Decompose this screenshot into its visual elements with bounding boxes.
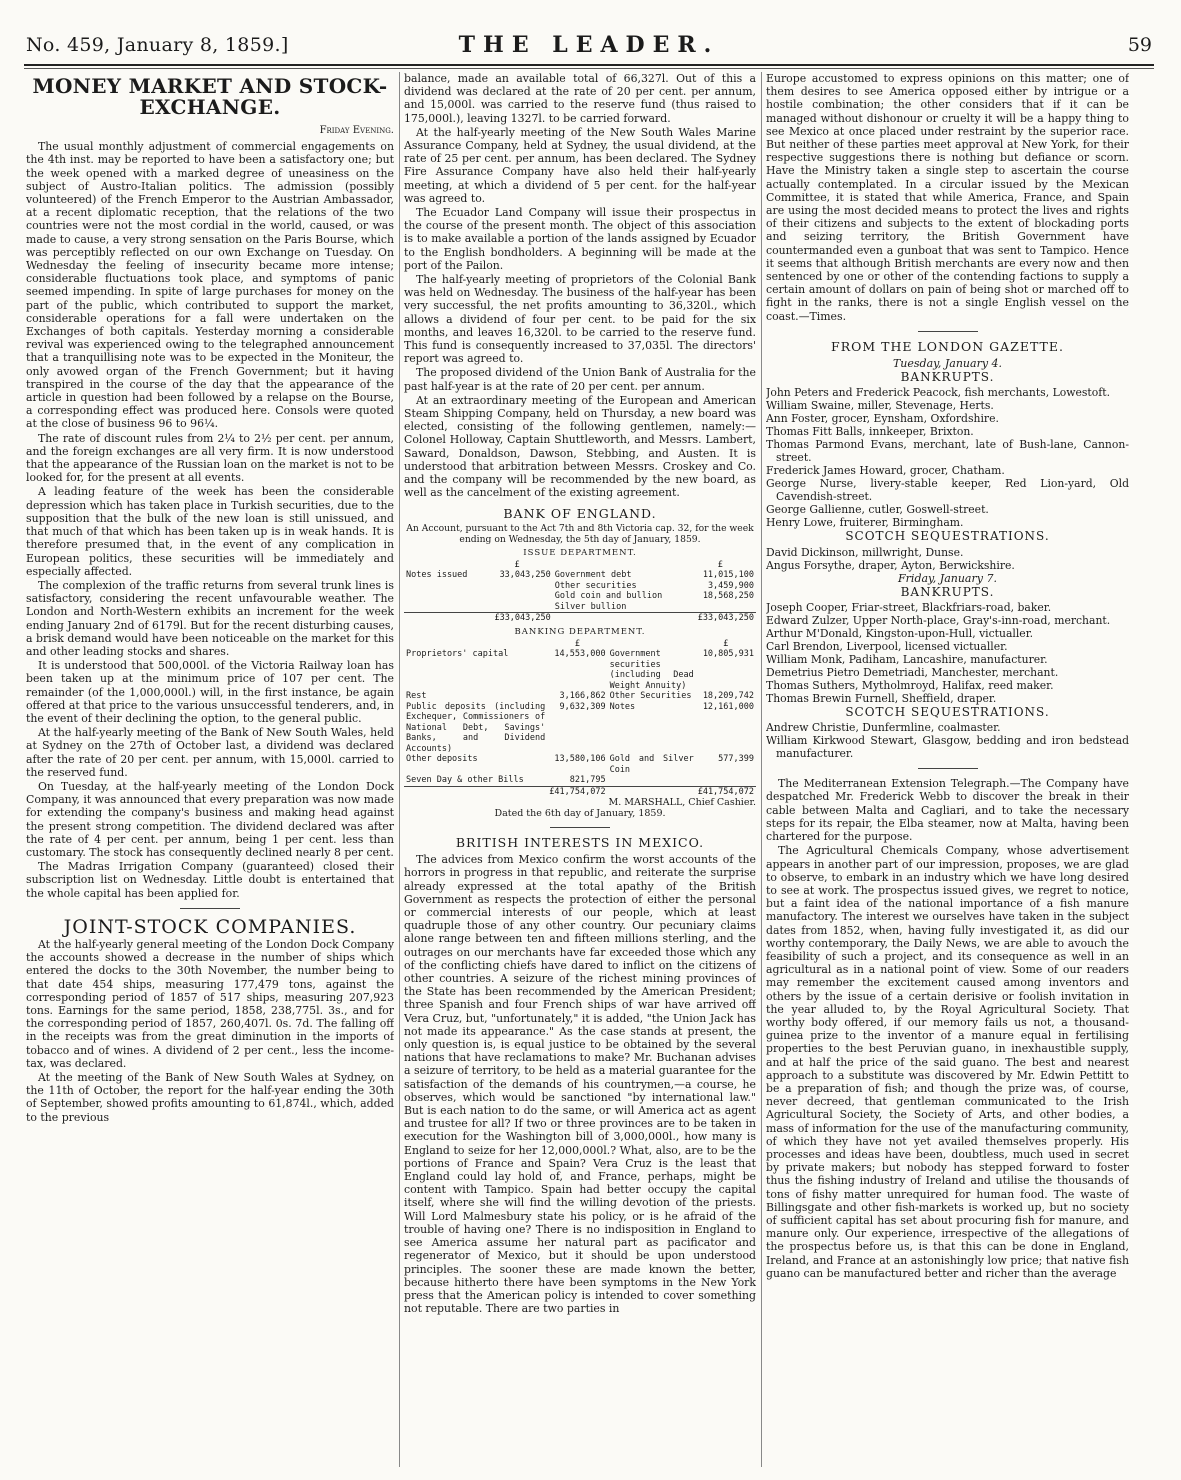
article-paragraph: The advices from Mexico confirm the worst accounts of the horrors in progress in that republic, and reiterate the surprise already expressed at the total apathy of the British Government as respects the protection of either the personal or commercial interests of our people, which at least quadruple those of any other country. Our pecuniary claims alone range between ten and fifteen millions sterling, and the outrages on our merchants have far exceeded those which any of the conflicting chiefs have dared to inflict on the citizens of other countries. A seizure of the richest mining provinces of the State has been recommended by the American President; three Spanish and four French ships of war have arrived off Vera Cruz, but, "unfortunately," it is added, "the Union Jack has not made its appearance." As the case stands at present, the only question is, is equal justice to be obtained by the several nations that have reclamations to make? Mr. Buchanan advises a seizure of territory, to be held as a material guarantee for the satisfaction of the demands of his countrymen,—a course, he observes, which would be sanctioned "by international law." But is each nation to do the same, or will America act as agent and trustee for all? If two or three provinces are to be taken in execution for the Washington bill of 3,000,000l., how many is England to seize for her 12,000,000l.? What, also, are to be the portions of France and Spain? Vera Cruz is the least that England could lay hold of, and France, perhaps, might be content with Tampico. Spain had better occupy the capital itself, where she will find the willing devotion of the priests. Will Lord Malmesbury state his policy, or is he afraid of the trouble of having one? There is no indisposition in England to see America assume her natural part as pacificator and regenerator of Mexico, but it should be upon understood principles. The sooner these are made known the better, because hitherto there have been symptoms in the New York press that the American policy is intended to cover something not reputable. There are two parties in: [404, 853, 756, 1316]
column-rule: [761, 72, 762, 1467]
list-item: Edward Zulzer, Upper North-place, Gray's-inn-road, merchant.: [766, 614, 1111, 628]
list-item: Angus Forsythe, draper, Ayton, Berwickshire.: [766, 558, 1015, 572]
issue-line: No. 459, January 8, 1859.]: [26, 34, 289, 56]
column-2: [404, 72, 756, 1472]
article-paragraph: The Mediterranean Extension Telegraph.—The Company have despatched Mr. Frederick Webb to discover the break in their cable between Malta and Cagliari, and to take the necessary steps for its repair, the Elba steamer, now at Malta, having been chartered for the purpose.: [766, 777, 1129, 844]
section-divider: [550, 827, 610, 828]
list-item: William Swaine, miller, Stevenage, Herts.: [766, 399, 994, 413]
article-paragraph: It is understood that 500,000l. of the Victoria Railway loan has been taken up at the minimum price of 107 per cent. The remainder (of the 1,000,000l.) will, in the first instance, be again offered at that price to the various unsuccessful tenderers, and, in the event of their declining the option, to the general public.: [26, 659, 394, 725]
section-divider: [918, 768, 978, 769]
article-paragraph: The complexion of the traffic returns from several trunk lines is satisfactory, considering the recent unfavourable weather. The London and North-Western exhibits an increment for the week ending January 2nd of 6179l. But for the recent disturbing causes, a brisk demand would have been noticeable on the market for this and other leading stocks and shares.: [26, 578, 394, 658]
list-item: George Nurse, livery-stable keeper, Red Lion-yard, Old Cavendish-street.: [766, 477, 1129, 504]
scotch-label: SCOTCH SEQUESTRATIONS.: [845, 705, 1050, 720]
list-item: Thomas Parmond Evans, merchant, late of Bush-lane, Cannon-street.: [766, 438, 1129, 465]
list-item: Arthur M'Donald, Kingston-upon-Hull, victualler.: [766, 627, 1034, 641]
masthead-rule: [24, 64, 1154, 66]
table-row: Seven Day & other Bills 821,795: [406, 775, 606, 785]
column-3: [766, 72, 1129, 1472]
table-row: Silver bullion: [554, 601, 627, 612]
table-row: Other deposits 13,580,106 Gold and Silver Coin 577,399: [406, 754, 754, 775]
cashier-signature: M. MARSHALL, Chief Cashier.: [608, 797, 756, 808]
masthead-rule-thin: [24, 68, 1154, 69]
list-item: Andrew Christie, Dunfermline, coalmaster.: [766, 721, 1001, 735]
dateline: Friday Evening.: [319, 125, 394, 136]
money-market-heading: MONEY MARKET AND STOCK-EXCHANGE.: [32, 74, 388, 119]
list-item: Carl Brendon, Liverpool, licensed victualler.: [766, 640, 1008, 654]
article-paragraph: The half-yearly meeting of proprietors of the Colonial Bank was held on Wednesday. The business of the half-year has been very successful, the net profits amounting to 36,320l., which allows a dividend of four per cent. to be paid for the six months, and leaves 16,320l. to be carried to the reserve fund. This fund is consequently increased to 37,035l. The directors' report was agreed to.: [404, 273, 756, 366]
gazette-heading: FROM THE LONDON GAZETTE.: [831, 338, 1064, 354]
bank-intro: An Account, pursuant to the Act 7th and 8th Victoria cap. 32, for the week ending on Wednesday, the 5th day of January, 1859.: [406, 522, 754, 545]
article-paragraph: balance, made an available total of 66,327l. Out of this a dividend was declared at the rate of 20 per cent. per annum, and 15,000l. was carried to the reserve fund (thus raised to 175,000l.), leaving 1327l. to be carried forward.: [404, 72, 756, 125]
list-item: George Gallienne, cutler, Goswell-street.: [766, 503, 989, 517]
list-item: Thomas Suthers, Mytholmroyd, Halifax, reed maker.: [766, 679, 1054, 693]
gazette-date: Friday, January 7.: [898, 571, 997, 585]
newspaper-title: THE LEADER.: [458, 32, 720, 58]
article-paragraph: Europe accustomed to express opinions on this matter; one of them desires to see America opposed either by intrigue or a hostile combination; the other considers that if it can be managed without dishonour or cruelty it will be a happy thing to see Mexico at once placed under restraint by the superior race. But neither of these parties meet approval at New York, for their respective suggestions there is nothing but defiance or scorn. Have the Ministry taken a single step to ascertain the course actually contemplated. In a circular issued by the Mexican Committee, it is stated that while America, France, and Spain are using the most decided means to protect the lives and rights of their citizens and subjects to the extent of blockading ports and seizing territory, the British Government have countermanded even a gunboat that was sent to Tampico. Hence it seems that although British merchants are every now and then sentenced by one or other of the contending factions to supply a certain amount of dollars on pain of being shot or marched off to fight in the ranks, there is not a single English vessel on the coast.—Times.: [766, 72, 1129, 323]
column-rule: [399, 72, 400, 1467]
list-item: Ann Foster, grocer, Eynsham, Oxfordshire.: [766, 412, 999, 426]
article-paragraph: The usual monthly adjustment of commercial engagements on the 4th inst. may be reported to have been a satisfactory one; but the week opened with a marked degree of uneasiness on the subject of Austro-Italian politics. The admission (possibly volunteered) of the French Emperor to the Austrian Ambassador, at a recent diplomatic reception, that the relations of the two countries were not the most cordial in the world, caused, or was made to cause, a very strong sensation on the Paris Bourse, which was perceptibly reflected on our own Exchange on Tuesday. On Wednesday the feeling of insecurity became more intense; considerable fluctuations took place, and symptoms of panic seemed impending. In spite of large purchases for money on the part of the public, which contributed to support the market, considerable operations for a fall were undertaken on the Exchanges of both capitals. Yesterday morning a considerable revival was experienced owing to the telegraphed announcement that a tranquillising note was to be expected in the Moniteur, the only avowed organ of the French Government; but it having transpired in the course of the day that the appearance of the article in question had been followed by a relapse on the Bourse, a corresponding effect was produced here. Consols were quoted at the close of business 96 to 96¼.: [26, 140, 394, 431]
article-paragraph: On Tuesday, at the half-yearly meeting of the London Dock Company, it was announced that every preparation was now made for extending the company's business and making head against the present strong competition. The dividend declared was after the rate of 4 per cent. per annum, being 1 per cent. less than customary. The stock has consequently declined nearly 8 per cent.: [26, 779, 394, 859]
list-item: David Dickinson, millwright, Dunse.: [766, 545, 964, 559]
bank-heading: BANK OF ENGLAND.: [503, 505, 657, 521]
table-total-row: £41,754,072 £41,754,072: [404, 786, 756, 797]
issue-department-title: ISSUE DEPARTMENT.: [523, 547, 637, 558]
list-item: Henry Lowe, fruiterer, Birmingham.: [766, 516, 964, 530]
table-row: Public deposits (including Exchequer, Commissioners of National Debt, Savings' Banks, and Dividend Accounts) 9,632,309 Notes 12,161,000: [406, 701, 754, 754]
table-row: Notes issued 33,043,250 Government debt 11,015,100: [406, 570, 754, 580]
account-date: Dated the 6th day of January, 1859.: [494, 808, 666, 819]
bankrupts-label: BANKRUPTS.: [900, 584, 995, 599]
article-paragraph: The rate of discount rules from 2¼ to 2½ per cent. per annum, and the foreign exchanges are all very firm. It is now understood that the appearance of the Russian loan on the market is not to be looked for, for the present at all events.: [26, 431, 394, 485]
banking-department-title: BANKING DEPARTMENT.: [514, 626, 646, 637]
list-item: Demetrius Pietro Demetriadi, Manchester, merchant.: [766, 666, 1059, 680]
list-item: Thomas Brewin Furnell, Sheffield, draper.: [766, 692, 997, 706]
table-row: Proprietors' capital 14,553,000 Government securities (including Dead Weight Annuity) 10,805,931: [406, 649, 754, 691]
banking-table: £ £ Proprietors' capital 14,553,000 Government securities (including Dead Weight Annuity) 10,805,931 Rest 3,166,862 Other Securities 18,209,742 Public deposits (including Exchequer, Commissioners of National Debt, Savings' Banks, and Dividend Accounts) 9,632,309 Notes 12,161,000 Other deposits 13,580,106 Gold and Silver Coin 577,399 Seven Day & other Bills 821,795 £41,754,072 £41,754,072: [406, 638, 754, 797]
article-paragraph: The Madras Irrigation Company (guaranteed) closed their subscription list on Wednesday. Little doubt is entertained that the whole capital has been applied for.: [26, 860, 394, 900]
article-paragraph: The Ecuador Land Company will issue their prospectus in the course of the present month. The object of this association is to make available a portion of the lands assigned by Ecuador to the English bondholders. A beginning will be made at the port of the Pailon.: [404, 206, 756, 272]
list-item: Joseph Cooper, Friar-street, Blackfriars-road, baker.: [766, 601, 1052, 615]
article-paragraph: At the half-yearly general meeting of the London Dock Company the accounts showed a decrease in the number of ships which entered the docks to the 30th November, the number being to that date 454 ships, measuring 177,479 tons, against the corresponding period of 1857 of 517 ships, measuring 207,923 tons. Earnings for the same period, 1858, 238,775l. 3s., and for the corresponding period of 1857, 260,407l. 0s. 7d. The falling off in the receipts was from the great diminution in the imports of tobacco and of wines. A dividend of 2 per cent., less the income-tax, was declared.: [26, 937, 394, 1070]
bank-of-england-account: [404, 505, 756, 820]
table-row: Rest 3,166,862 Other Securities 18,209,742: [406, 691, 754, 701]
gazette-date: Tuesday, January 4.: [892, 357, 1003, 371]
article-paragraph: At the half-yearly meeting of the New South Wales Marine Assurance Company, held at Sydney, the usual dividend, at the rate of 25 per cent. per annum, has been declared. The Sydney Fire Assurance Company have also held their half-yearly meeting, at which a dividend of 5 per cent. for the half-year was agreed to.: [404, 125, 756, 205]
mexico-heading: BRITISH INTERESTS IN MEXICO.: [455, 835, 705, 850]
section-divider: [180, 908, 240, 909]
issue-table: £ £ Notes issued 33,043,250 Government debt 11,015,100 Other securities 3,459,900 Gold coin and bullion 18,568,250 Silver bullion £33,043,250 £33,043,250: [406, 559, 754, 623]
list-item: William Kirkwood Stewart, Glasgow, bedding and iron bedstead manufacturer.: [766, 734, 1129, 761]
list-item: William Monk, Padiham, Lancashire, manufacturer.: [766, 653, 1048, 667]
scotch-label: SCOTCH SEQUESTRATIONS.: [845, 529, 1050, 544]
column-1: [26, 72, 394, 1472]
article-paragraph: The Agricultural Chemicals Company, whose advertisement appears in another part of our impression, proposes, we are glad to observe, to embark in an industry which we have long desired to see at work. The prospectus issued gives, we regret to notice, but a faint idea of the national importance of a fish manure manufactory. The interest we ourselves have taken in the subject dates from 1852, when, having fully investigated it, as did our worthy contemporary, the Daily News, we are able to avouch the feasibility of such a project, and its consequence as well in an agricultural as in a national point of view. Some of our readers may remember the excitement caused among inventors and others by the issue of a certain derisive or foolish invitation in the year alluded to, by the Royal Agricultural Society. That worthy body offered, if our memory fails us not, a thousand-guinea prize to the inventor of a manure equal in fertilising properties to the best Peruvian guano, in inexhaustible supply, and at half the price of the said guano. The best and nearest approach to a substitute was discovered by Mr. Edwin Pettitt to be a preparation of fish; and though the prize was, of course, never decreed, that gentleman communicated to the Irish Agricultural Society, the Society of Arts, and other bodies, a mass of information for the use of the manufacturing community, of which they have not yet availed themselves properly. His processes and ideas have been, doubtless, much used in secret by private makers; but nobody has stepped forward to foster thus the fishing industry of Ireland and utilise the thousands of tons of fishy matter unrequired for human food. The waste of Billingsgate and other fish-markets is worked up, but no society of sufficient capital has set about procuring fish for manure, and manure only. Our experience, irrespective of the allegations of the prospectus before us, is that this can be done in England, Ireland, and France at an astonishingly low price; that native fish guano can be manufactured better and richer than the average: [766, 844, 1129, 1280]
article-paragraph: At the half-yearly meeting of the Bank of New South Wales, held at Sydney on the 27th of October last, a dividend was declared after the rate of 20 per cent. per annum, with 15,000l. carried to the reserved fund.: [26, 726, 394, 779]
list-item: John Peters and Frederick Peacock, fish merchants, Lowestoft.: [766, 386, 1111, 400]
section-divider: [918, 331, 978, 332]
article-paragraph: The proposed dividend of the Union Bank of Australia for the past half-year is at the rate of 20 per cent. per annum.: [404, 366, 756, 393]
article-paragraph: At an extraordinary meeting of the European and American Steam Shipping Company, held on Thursday, a new board was elected, consisting of the following gentlemen, namely:—Colonel Holloway, Captain Shuttleworth, and Messrs. Lambert, Saward, Donaldson, Dawson, Stebbing, and Austen. It is understood that arbitration between Messrs. Croskey and Co. and the company will be recommended by the new board, as well as the cancelment of the existing agreement.: [404, 393, 756, 500]
list-item: Thomas Fitt Balls, innkeeper, Brixton.: [766, 425, 974, 439]
page-number: 59: [1127, 34, 1152, 56]
list-item: Frederick James Howard, grocer, Chatham.: [766, 464, 1005, 478]
table-row: Other securities 3,459,900: [554, 580, 754, 591]
bankrupts-label: BANKRUPTS.: [900, 370, 995, 385]
article-paragraph: At the meeting of the Bank of New South Wales at Sydney, on the 11th of October, the report for the half-year ending the 30th of September, showed profits amounting to 61,874l., which, added to the previous: [26, 1071, 394, 1124]
table-total-row: £33,043,250 £33,043,250: [404, 613, 756, 624]
joint-stock-heading: JOINT-STOCK COMPANIES.: [63, 915, 357, 938]
article-paragraph: A leading feature of the week has been the considerable depression which has taken place in Turkish securities, due to the supposition that the bulk of the new loan is still unissued, and that much of that which has been taken up is in weak hands. It is therefore presumed that, in the event of any complication in European politics, these securities will be immediately and especially affected.: [26, 485, 394, 578]
masthead: [26, 34, 1152, 68]
table-row: Gold coin and bullion 18,568,250: [554, 591, 754, 601]
